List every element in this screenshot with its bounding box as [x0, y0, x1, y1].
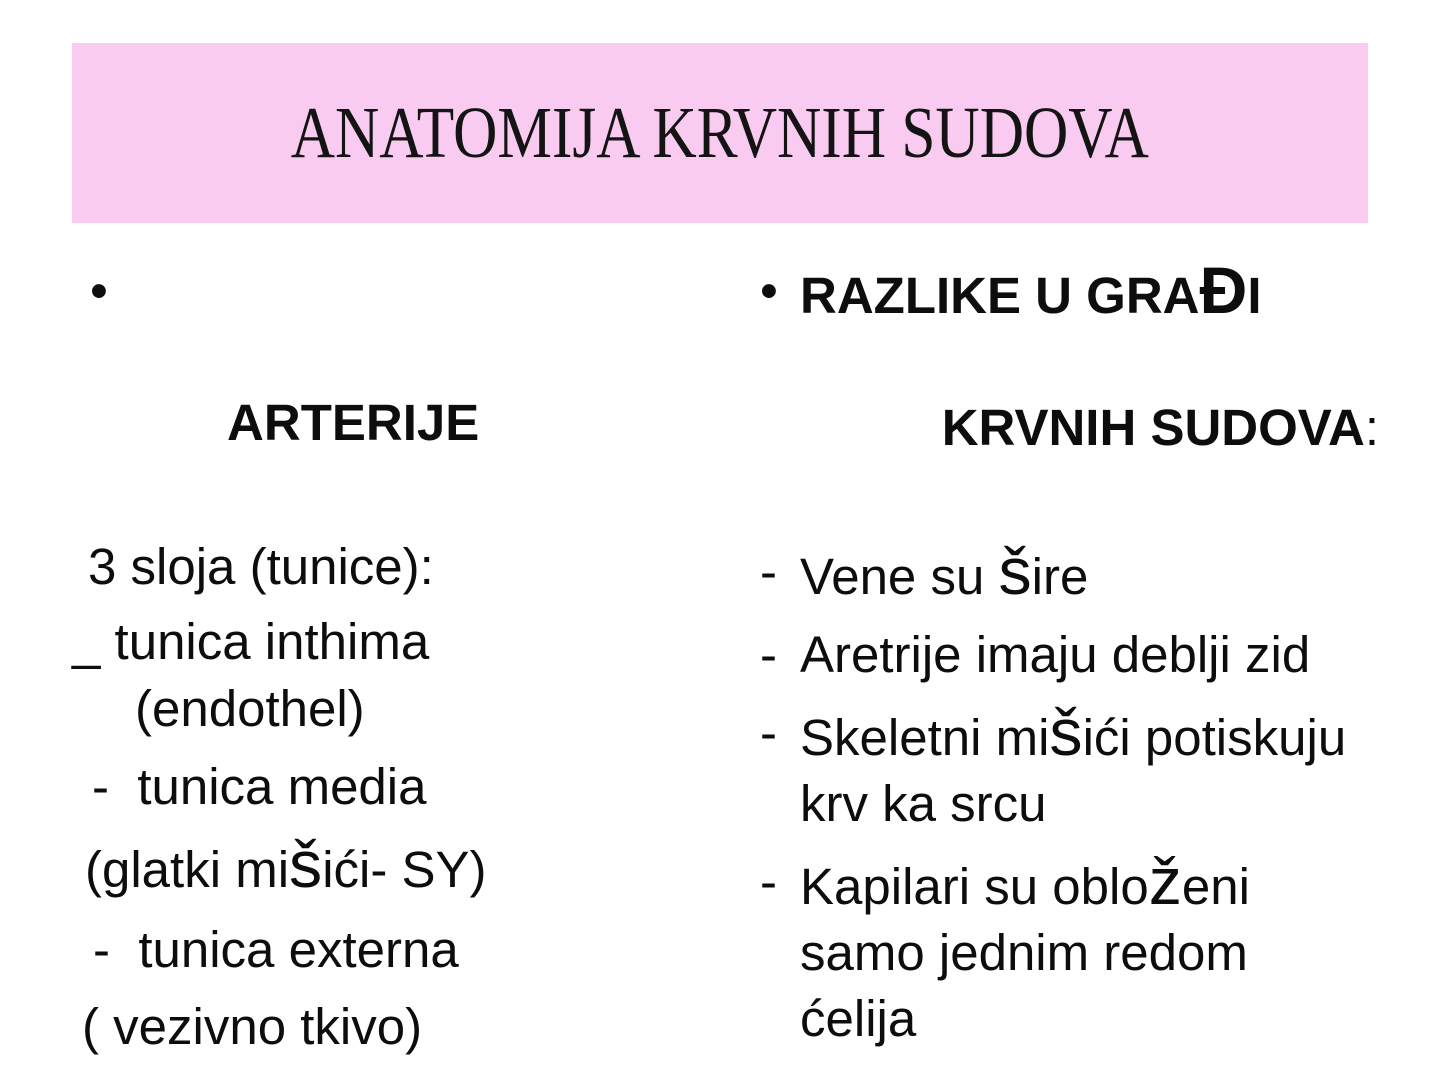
left-line-tunica-inthima: _ tunica inthima — [72, 613, 430, 670]
title-banner — [72, 43, 1368, 223]
right-heading-line-1: RAZLIKE U GRAĐI — [800, 254, 1262, 328]
right-heading-line-2 — [800, 329, 1415, 527]
dash-icon: - — [760, 704, 777, 761]
right-item-kapilari — [755, 845, 1415, 1052]
dash-icon: - — [760, 853, 777, 910]
left-line-glatki-misici: (glatki mišići- SY) — [85, 828, 487, 902]
dash-icon: - — [760, 626, 777, 683]
right-item-arterije-zid — [755, 622, 1415, 688]
bullet-icon: • — [90, 262, 108, 319]
dash-icon: - — [760, 543, 777, 600]
left-heading-label: ARTERIJE — [227, 394, 480, 451]
right-item-skeletni-misici — [755, 696, 1415, 837]
right-heading-item — [755, 254, 1415, 527]
right-item-line: krv ka srcu — [800, 775, 1047, 832]
right-item-vene — [755, 535, 1415, 610]
right-item-line: Vene su šire — [800, 535, 1089, 609]
right-item-line: Aretrije imaju deblji zid — [800, 626, 1311, 683]
right-heading-line-2-bold: KRVNIH SUDOVA — [941, 399, 1365, 456]
right-item-line: Skeletni mišići potiskuju — [800, 696, 1347, 770]
left-line-vezivno-tkivo: ( vezivno tkivo) — [82, 998, 423, 1055]
right-item-line: samo jednim redom — [800, 924, 1248, 981]
right-item-line: ćelija — [800, 990, 917, 1047]
left-line-tunica-media: - tunica media — [92, 758, 427, 815]
left-heading-item — [72, 258, 712, 522]
slide-title: ANATOMIJA KRVNIH SUDOVA — [290, 92, 1150, 173]
right-heading-colon: : — [1364, 399, 1380, 456]
left-line-tunica-externa: - tunica externa — [93, 921, 459, 978]
bullet-icon: • — [760, 262, 778, 319]
left-line-layers: 3 sloja (tunice): — [88, 538, 434, 595]
right-column — [755, 254, 1415, 1064]
left-line-endothel: (endothel) — [135, 680, 365, 737]
left-column — [72, 258, 712, 1060]
right-item-line: Kapilari su obloženi — [800, 845, 1250, 919]
